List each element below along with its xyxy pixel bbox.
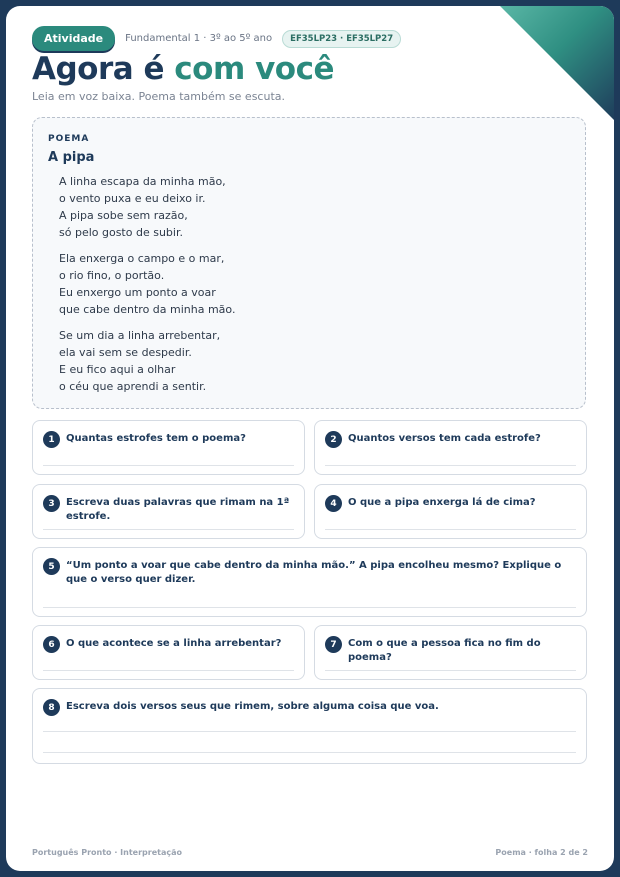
question-number-badge: 1 <box>43 431 60 448</box>
question-text: Com o que a pessoa fica no fim do poema? <box>348 638 541 663</box>
footer-left: Português Pronto · Interpretação <box>32 848 182 857</box>
answer-line[interactable] <box>325 529 576 530</box>
question-text: Escreva duas palavras que rimam na 1ª estrofe. <box>66 497 290 522</box>
stanza-3 <box>59 327 570 395</box>
corner-decoration <box>498 6 614 122</box>
question-number-badge: 6 <box>43 636 60 653</box>
question-7-card <box>314 625 587 680</box>
stanza-2 <box>59 250 570 318</box>
question-8-card <box>32 688 587 764</box>
question-1-card <box>32 420 305 475</box>
question-5-card <box>32 547 587 617</box>
question-4-card <box>314 484 587 539</box>
question-number-badge: 5 <box>43 558 60 575</box>
poem-line: o rio fino, o portão. <box>59 269 165 282</box>
poem-line: ela vai sem se despedir. <box>59 346 192 359</box>
poem-box <box>32 117 586 409</box>
question-text: “Um ponto a voar que cabe dentro da minha mão.” A pipa encolheu mesmo? Explique o que o verso quer dizer. <box>66 560 562 585</box>
question-number-badge: 7 <box>325 636 342 653</box>
question-number-badge: 2 <box>325 431 342 448</box>
grade-label: Fundamental 1 · 3º ao 5º ano <box>125 33 273 44</box>
question-text: O que acontece se a linha arrebentar? <box>66 638 282 649</box>
header-row <box>32 26 401 51</box>
answer-line[interactable] <box>43 529 294 530</box>
poem-line: o vento puxa e eu deixo ir. <box>59 192 206 205</box>
poem-line: Se um dia a linha arrebentar, <box>59 329 221 342</box>
poem-line: o céu que aprendi a sentir. <box>59 380 207 393</box>
title-part-2: com você <box>174 51 334 87</box>
question-number-badge: 4 <box>325 495 342 512</box>
footer-right: Poema · folha 2 de 2 <box>495 848 588 857</box>
title-part-1: Agora é <box>32 51 175 87</box>
poem-line: E eu fico aqui a olhar <box>59 363 176 376</box>
poem-title: A pipa <box>48 150 95 165</box>
answer-line[interactable] <box>325 670 576 671</box>
question-text: Escreva dois versos seus que rimem, sobre alguma coisa que voa. <box>66 701 439 712</box>
poem-stanzas <box>48 173 570 395</box>
answer-line[interactable] <box>43 607 576 608</box>
question-2-card <box>314 420 587 475</box>
question-text: O que a pipa enxerga lá de cima? <box>348 497 536 508</box>
answer-line[interactable] <box>43 670 294 671</box>
question-text: Quantos versos tem cada estrofe? <box>348 433 541 444</box>
question-number-badge: 8 <box>43 699 60 716</box>
answer-line[interactable] <box>43 731 576 732</box>
answer-line[interactable] <box>43 752 576 753</box>
worksheet-page <box>6 6 614 871</box>
stanza-1 <box>59 173 570 241</box>
poem-line: Eu enxergo um ponto a voar <box>59 286 216 299</box>
skill-codes-badge: EF35LP23 · EF35LP27 <box>282 30 401 48</box>
poem-line: Ela enxerga o campo e o mar, <box>59 252 225 265</box>
page-subtitle: Leia em voz baixa. Poema também se escuta. <box>32 90 285 103</box>
poem-line: que cabe dentro da minha mão. <box>59 303 236 316</box>
question-6-card <box>32 625 305 680</box>
answer-line[interactable] <box>43 465 294 466</box>
question-text: Quantas estrofes tem o poema? <box>66 433 246 444</box>
page-title <box>32 51 334 87</box>
poem-label: POEMA <box>48 134 90 144</box>
answer-line[interactable] <box>325 465 576 466</box>
poem-line: A pipa sobe sem razão, <box>59 209 188 222</box>
activity-badge: Atividade <box>32 26 115 51</box>
question-number-badge: 3 <box>43 495 60 512</box>
poem-line: A linha escapa da minha mão, <box>59 175 226 188</box>
poem-line: só pelo gosto de subir. <box>59 226 183 239</box>
question-3-card <box>32 484 305 539</box>
